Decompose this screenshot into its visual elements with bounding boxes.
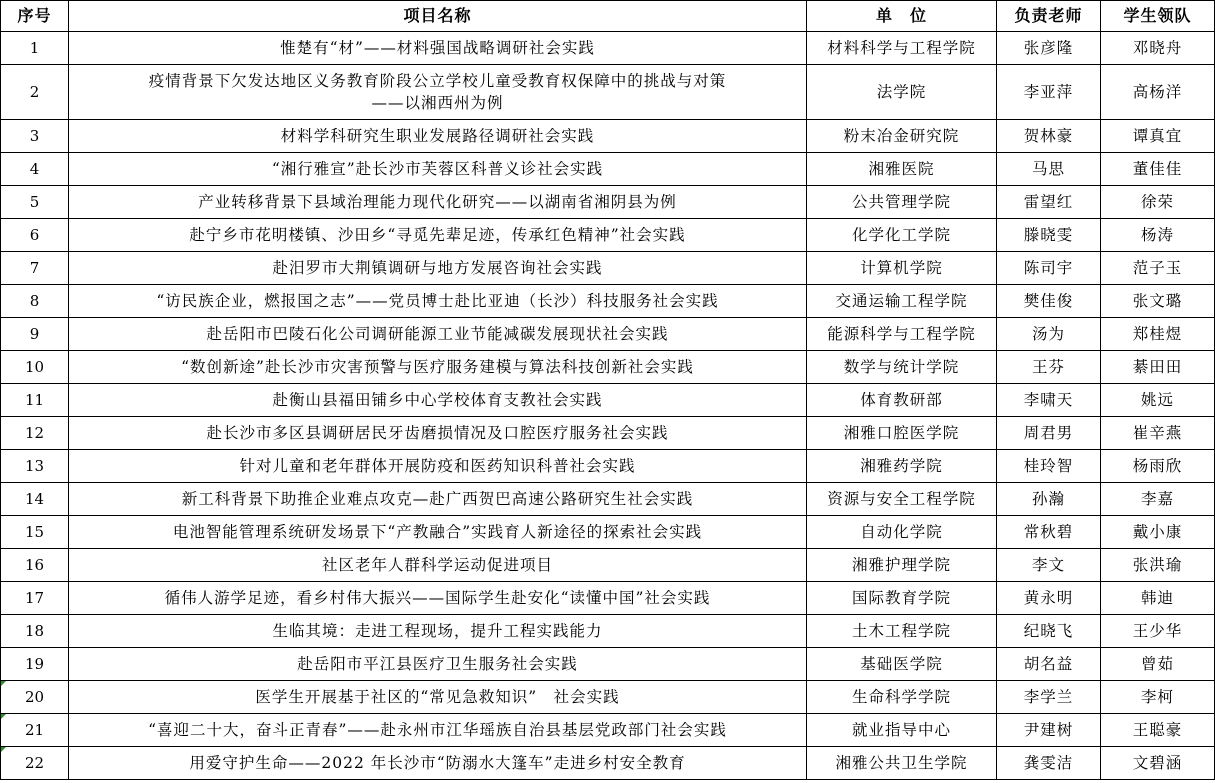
header-unit: 单 位 (807, 1, 997, 32)
teacher-name: 马思 (997, 153, 1101, 186)
teacher-name: 纪晓飞 (997, 615, 1101, 648)
project-name: “湘行雅宣”赴长沙市芙蓉区科普义诊社会实践 (69, 153, 807, 186)
row-index: 1 (1, 32, 69, 65)
project-name: 材料学科研究生职业发展路径调研社会实践 (69, 120, 807, 153)
project-name: 针对儿童和老年群体开展防疫和医药知识科普社会实践 (69, 450, 807, 483)
teacher-name: 汤为 (997, 318, 1101, 351)
leader-name: 綦田田 (1101, 351, 1215, 384)
unit-name: 计算机学院 (807, 252, 997, 285)
header-teacher: 负责老师 (997, 1, 1101, 32)
leader-name: 王少华 (1101, 615, 1215, 648)
table-row (1, 219, 1215, 252)
leader-name: 姚远 (1101, 384, 1215, 417)
row-index: 18 (1, 615, 69, 648)
leader-name: 杨雨欣 (1101, 450, 1215, 483)
table-row (1, 483, 1215, 516)
unit-name: 自动化学院 (807, 516, 997, 549)
leader-name: 范子玉 (1101, 252, 1215, 285)
leader-name: 徐荣 (1101, 186, 1215, 219)
leader-name: 曾茹 (1101, 648, 1215, 681)
leader-name: 谭真宜 (1101, 120, 1215, 153)
leader-name: 韩迪 (1101, 582, 1215, 615)
row-index: 14 (1, 483, 69, 516)
table-row (1, 516, 1215, 549)
unit-name: 土木工程学院 (807, 615, 997, 648)
teacher-name: 雷望红 (997, 186, 1101, 219)
teacher-name: 樊佳俊 (997, 285, 1101, 318)
table-row (1, 65, 1215, 120)
unit-name: 法学院 (807, 65, 997, 120)
unit-name: 湘雅护理学院 (807, 549, 997, 582)
table-row (1, 681, 1215, 714)
unit-name: 交通运输工程学院 (807, 285, 997, 318)
teacher-name: 桂玲智 (997, 450, 1101, 483)
teacher-name: 张彦隆 (997, 32, 1101, 65)
row-index: 7 (1, 252, 69, 285)
leader-name: 张文璐 (1101, 285, 1215, 318)
project-name: 赴宁乡市花明楼镇、沙田乡“寻觅先辈足迹，传承红色精神”社会实践 (69, 219, 807, 252)
project-name (69, 65, 807, 120)
header-row (1, 1, 1215, 32)
table-row (1, 549, 1215, 582)
unit-name: 基础医学院 (807, 648, 997, 681)
row-index: 11 (1, 384, 69, 417)
project-name: 产业转移背景下县域治理能力现代化研究——以湖南省湘阴县为例 (69, 186, 807, 219)
teacher-name: 胡名益 (997, 648, 1101, 681)
row-index: 19 (1, 648, 69, 681)
row-index: 16 (1, 549, 69, 582)
leader-name: 张洪瑜 (1101, 549, 1215, 582)
unit-name: 湘雅口腔医学院 (807, 417, 997, 450)
project-name-line-2: ——以湘西州为例 (371, 94, 504, 112)
row-index: 8 (1, 285, 69, 318)
row-index: 10 (1, 351, 69, 384)
leader-name: 郑桂煜 (1101, 318, 1215, 351)
project-name: 循伟人游学足迹，看乡村伟大振兴——国际学生赴安化“读懂中国”社会实践 (69, 582, 807, 615)
project-name: 赴汨罗市大荆镇调研与地方发展咨询社会实践 (69, 252, 807, 285)
teacher-name: 滕晓雯 (997, 219, 1101, 252)
row-index: 21 (1, 714, 69, 747)
leader-name: 戴小康 (1101, 516, 1215, 549)
teacher-name: 陈司宇 (997, 252, 1101, 285)
table-row (1, 285, 1215, 318)
table-row (1, 252, 1215, 285)
leader-name: 董佳佳 (1101, 153, 1215, 186)
teacher-name: 贺林豪 (997, 120, 1101, 153)
row-index: 20 (1, 681, 69, 714)
project-name: “数创新途”赴长沙市灾害预警与医疗服务建模与算法科技创新社会实践 (69, 351, 807, 384)
leader-name: 杨涛 (1101, 219, 1215, 252)
unit-name: 就业指导中心 (807, 714, 997, 747)
unit-name: 湘雅医院 (807, 153, 997, 186)
table-row (1, 318, 1215, 351)
project-name-line-1: 疫情背景下欠发达地区义务教育阶段公立学校儿童受教育权保障中的挑战与对策 (148, 72, 727, 90)
header-leader: 学生领队 (1101, 1, 1215, 32)
table-row (1, 615, 1215, 648)
row-index: 17 (1, 582, 69, 615)
row-index: 3 (1, 120, 69, 153)
leader-name: 邓晓舟 (1101, 32, 1215, 65)
project-name: “喜迎二十大，奋斗正青春”——赴永州市江华瑶族自治县基层党政部门社会实践 (69, 714, 807, 747)
table-row (1, 582, 1215, 615)
project-name: 赴岳阳市平江县医疗卫生服务社会实践 (69, 648, 807, 681)
project-name: 医学生开展基于社区的“常见急救知识” 社会实践 (69, 681, 807, 714)
leader-name: 李嘉 (1101, 483, 1215, 516)
row-index: 9 (1, 318, 69, 351)
teacher-name: 李啸天 (997, 384, 1101, 417)
project-name: 生临其境：走进工程现场，提升工程实践能力 (69, 615, 807, 648)
table-row (1, 351, 1215, 384)
leader-name: 李柯 (1101, 681, 1215, 714)
unit-name: 能源科学与工程学院 (807, 318, 997, 351)
table-row (1, 450, 1215, 483)
teacher-name: 王芬 (997, 351, 1101, 384)
row-index: 22 (1, 747, 69, 780)
project-name: 电池智能管理系统研发场景下“产教融合”实践育人新途径的探索社会实践 (69, 516, 807, 549)
header-project: 项目名称 (69, 1, 807, 32)
unit-name: 粉末冶金研究院 (807, 120, 997, 153)
header-index: 序号 (1, 1, 69, 32)
unit-name: 材料科学与工程学院 (807, 32, 997, 65)
table-row (1, 186, 1215, 219)
table-row (1, 32, 1215, 65)
leader-name: 王聪豪 (1101, 714, 1215, 747)
row-index: 6 (1, 219, 69, 252)
unit-name: 国际教育学院 (807, 582, 997, 615)
teacher-name: 黄永明 (997, 582, 1101, 615)
project-name: 赴岳阳市巴陵石化公司调研能源工业节能减碳发展现状社会实践 (69, 318, 807, 351)
leader-name: 文碧涵 (1101, 747, 1215, 780)
row-index: 2 (1, 65, 69, 120)
row-index: 13 (1, 450, 69, 483)
unit-name: 生命科学学院 (807, 681, 997, 714)
table-row (1, 417, 1215, 450)
project-name: 社区老年人群科学运动促进项目 (69, 549, 807, 582)
row-index: 15 (1, 516, 69, 549)
teacher-name: 李亚萍 (997, 65, 1101, 120)
table-row (1, 648, 1215, 681)
project-name: 赴长沙市多区县调研居民牙齿磨损情况及口腔医疗服务社会实践 (69, 417, 807, 450)
table-row (1, 747, 1215, 780)
teacher-name: 李文 (997, 549, 1101, 582)
teacher-name: 孙瀚 (997, 483, 1101, 516)
project-name: 新工科背景下助推企业难点攻克—赴广西贺巴高速公路研究生社会实践 (69, 483, 807, 516)
unit-name: 化学化工学院 (807, 219, 997, 252)
unit-name: 资源与安全工程学院 (807, 483, 997, 516)
leader-name: 崔辛燕 (1101, 417, 1215, 450)
row-index: 12 (1, 417, 69, 450)
unit-name: 数学与统计学院 (807, 351, 997, 384)
table-row (1, 384, 1215, 417)
unit-name: 湘雅药学院 (807, 450, 997, 483)
table-row (1, 120, 1215, 153)
table-row (1, 153, 1215, 186)
teacher-name: 李学兰 (997, 681, 1101, 714)
teacher-name: 常秋碧 (997, 516, 1101, 549)
table-row (1, 714, 1215, 747)
leader-name: 高杨洋 (1101, 65, 1215, 120)
teacher-name: 尹建树 (997, 714, 1101, 747)
unit-name: 湘雅公共卫生学院 (807, 747, 997, 780)
project-name: 赴衡山县福田铺乡中心学校体育支教社会实践 (69, 384, 807, 417)
teacher-name: 龚雯洁 (997, 747, 1101, 780)
teacher-name: 周君男 (997, 417, 1101, 450)
project-name: 用爱守护生命——2022 年长沙市“防溺水大篷车”走进乡村安全教育 (69, 747, 807, 780)
project-name: “访民族企业，燃报国之志”——党员博士赴比亚迪（长沙）科技服务社会实践 (69, 285, 807, 318)
row-index: 4 (1, 153, 69, 186)
unit-name: 体育教研部 (807, 384, 997, 417)
project-name: 惟楚有“材”——材料强国战略调研社会实践 (69, 32, 807, 65)
unit-name: 公共管理学院 (807, 186, 997, 219)
row-index: 5 (1, 186, 69, 219)
